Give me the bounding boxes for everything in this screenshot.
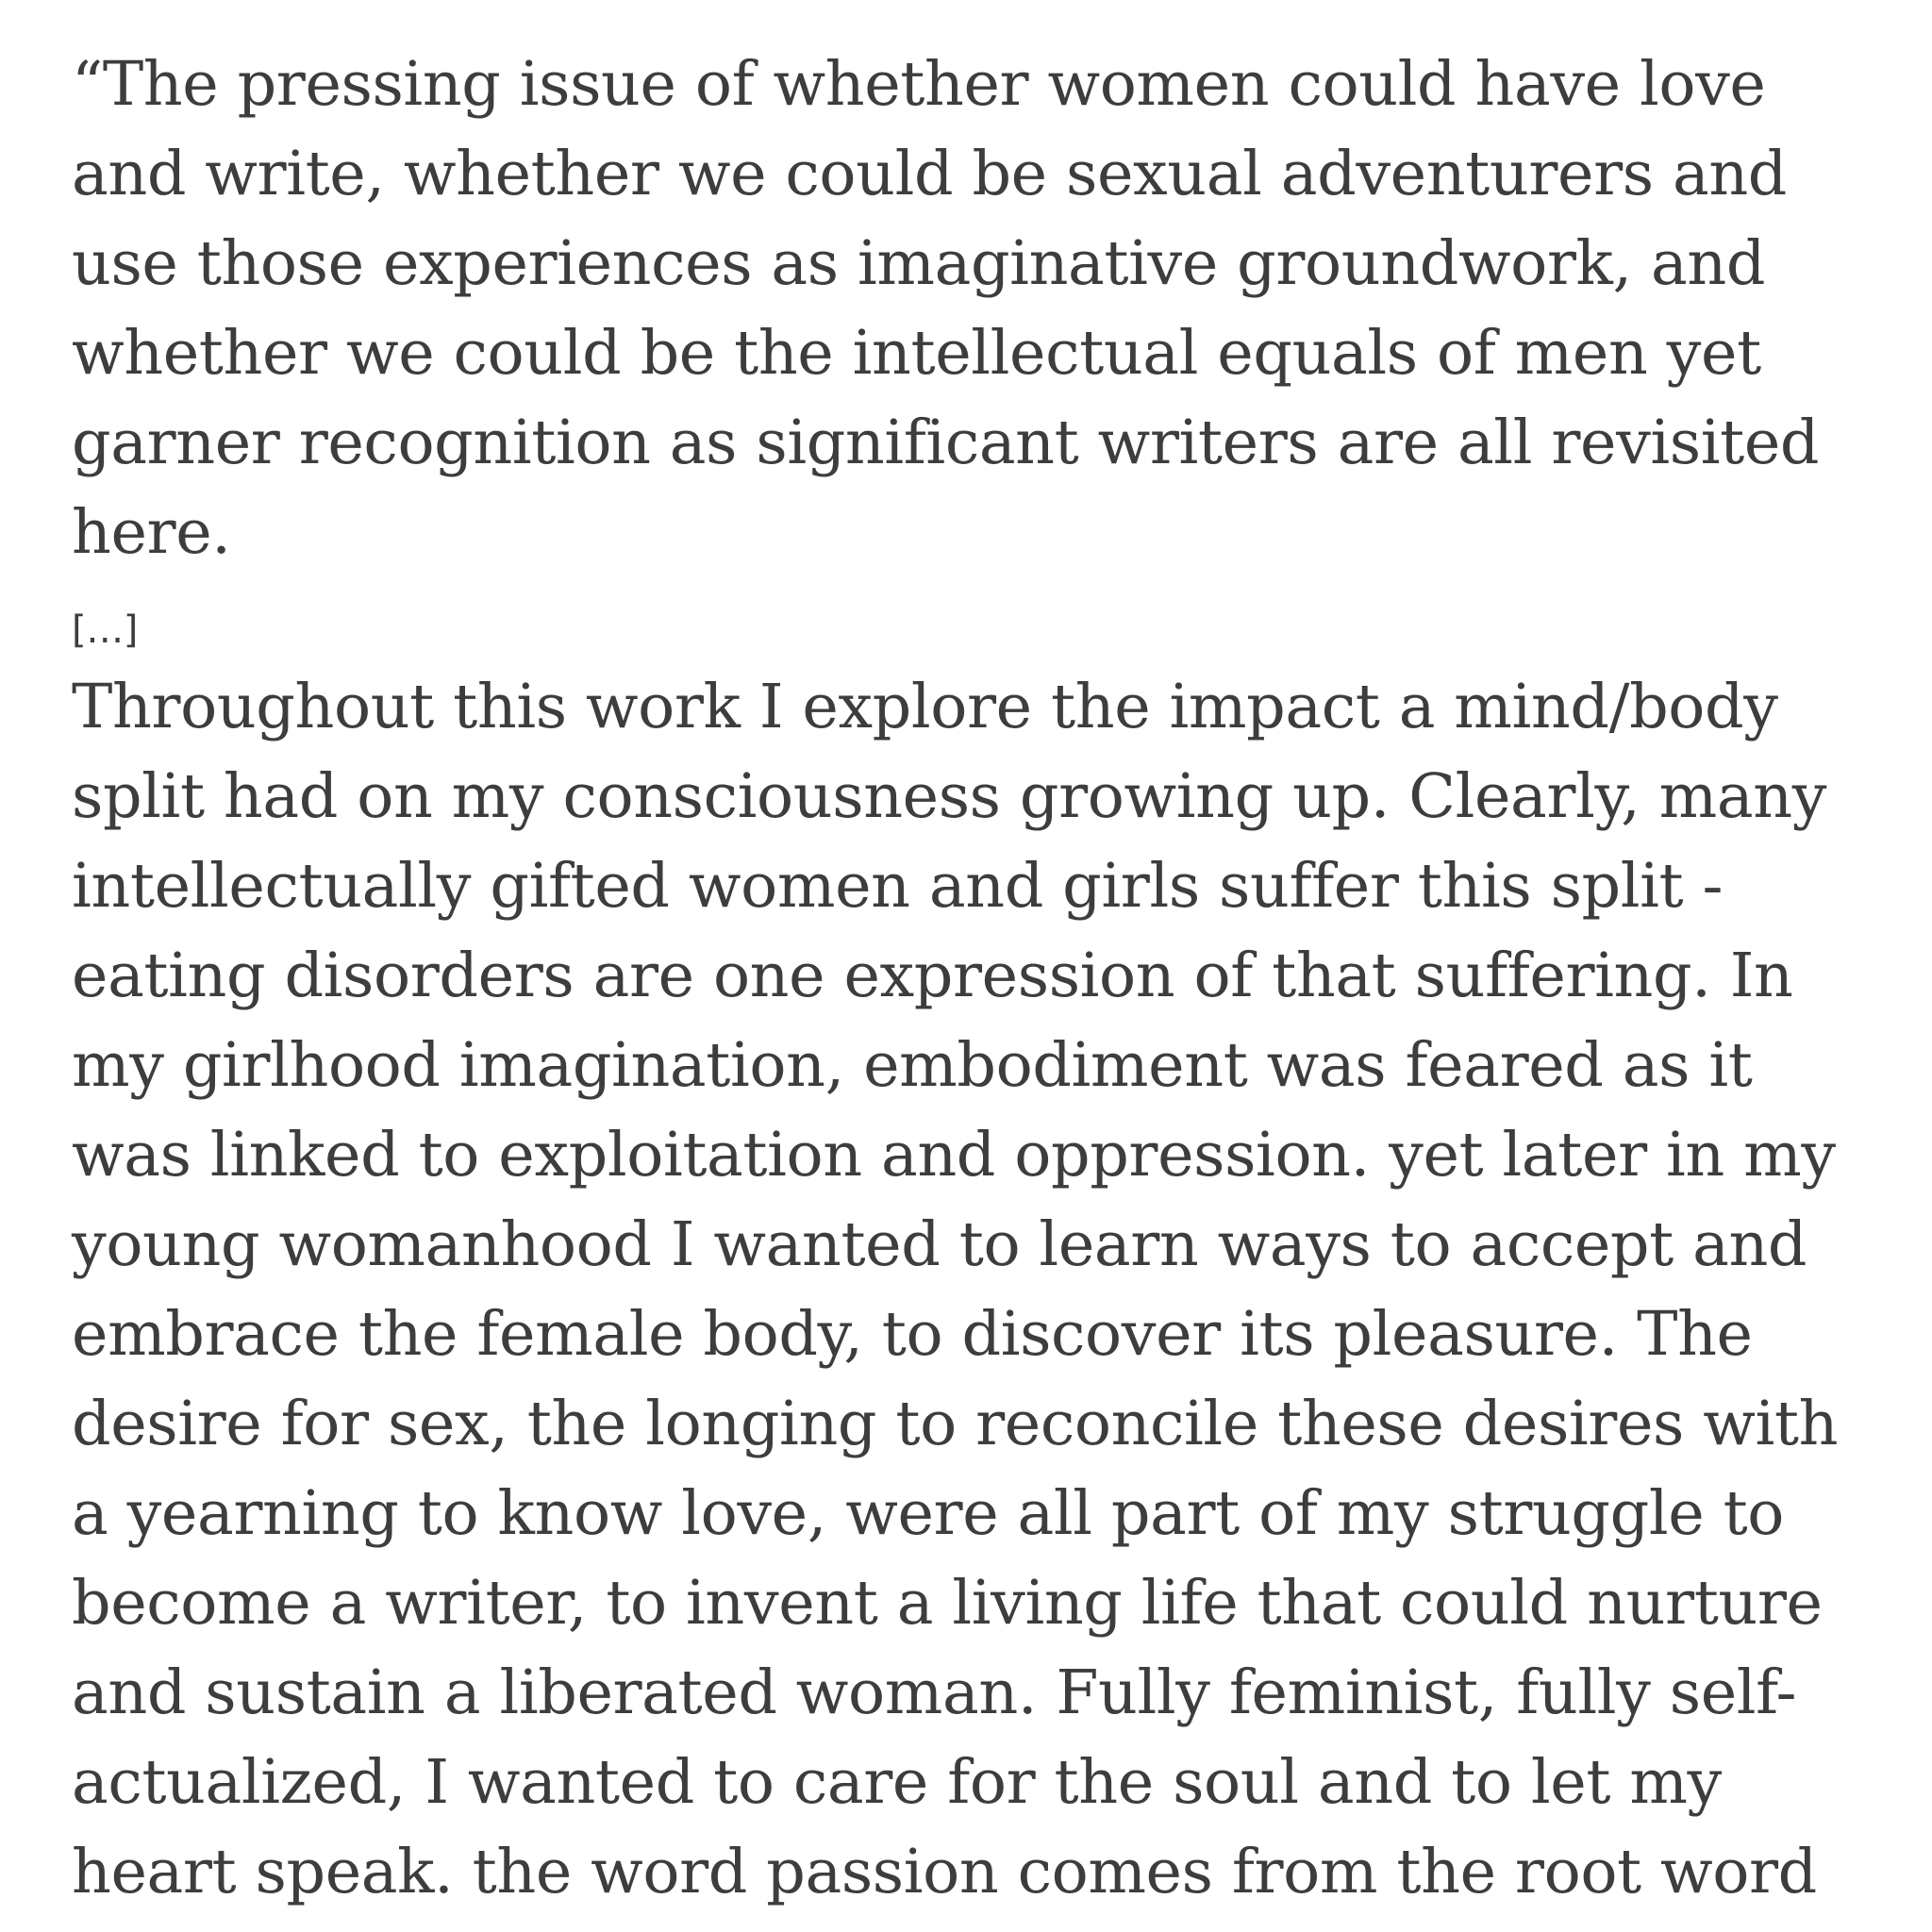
text-line: “The pressing issue of whether women could have love: [72, 49, 1766, 120]
text-line: heart speak. the word passion comes from the root word: [72, 1837, 1817, 1907]
text-line: young womanhood I wanted to learn ways to accept and: [72, 1209, 1807, 1280]
text-line: embrace the female body, to discover its pleasure. The: [72, 1299, 1753, 1370]
text-line: here.: [72, 497, 231, 568]
excerpt-text: [72, 40, 1921, 1917]
text-line: whether we could be the intellectual equals of men yet: [72, 318, 1761, 389]
text-line: Throughout this work I explore the impact a mind/body: [72, 672, 1778, 742]
text-line: actualized, I wanted to care for the soul and to let my: [72, 1747, 1722, 1818]
text-line: and write, whether we could be sexual adventurers and: [72, 139, 1788, 209]
paragraph-2: [72, 662, 1921, 1917]
paragraph-1: [72, 40, 1921, 577]
text-line: split had on my consciousness growing up. Clearly, many: [72, 761, 1827, 832]
omission-ellipsis: […]: [72, 608, 139, 652]
text-line: eating disorders are one expression of that suffering. In: [72, 941, 1793, 1011]
text-line: my girlhood imagination, embodiment was feared as it: [72, 1030, 1753, 1101]
text-line: was linked to exploitation and oppression. yet later in my: [72, 1120, 1836, 1191]
text-line: intellectually gifted women and girls suffer this split -: [72, 851, 1724, 922]
text-line: garner recognition as significant writers are all revisited: [72, 408, 1820, 478]
text-line: use those experiences as imaginative groundwork, and: [72, 228, 1766, 299]
text-line: and sustain a liberated woman. Fully feminist, fully self-: [72, 1657, 1797, 1728]
text-line: desire for sex, the longing to reconcile these desires with: [72, 1389, 1839, 1459]
text-line: become a writer, to invent a living life that could nurture: [72, 1568, 1823, 1639]
text-line: a yearning to know love, were all part of my struggle to: [72, 1478, 1785, 1549]
